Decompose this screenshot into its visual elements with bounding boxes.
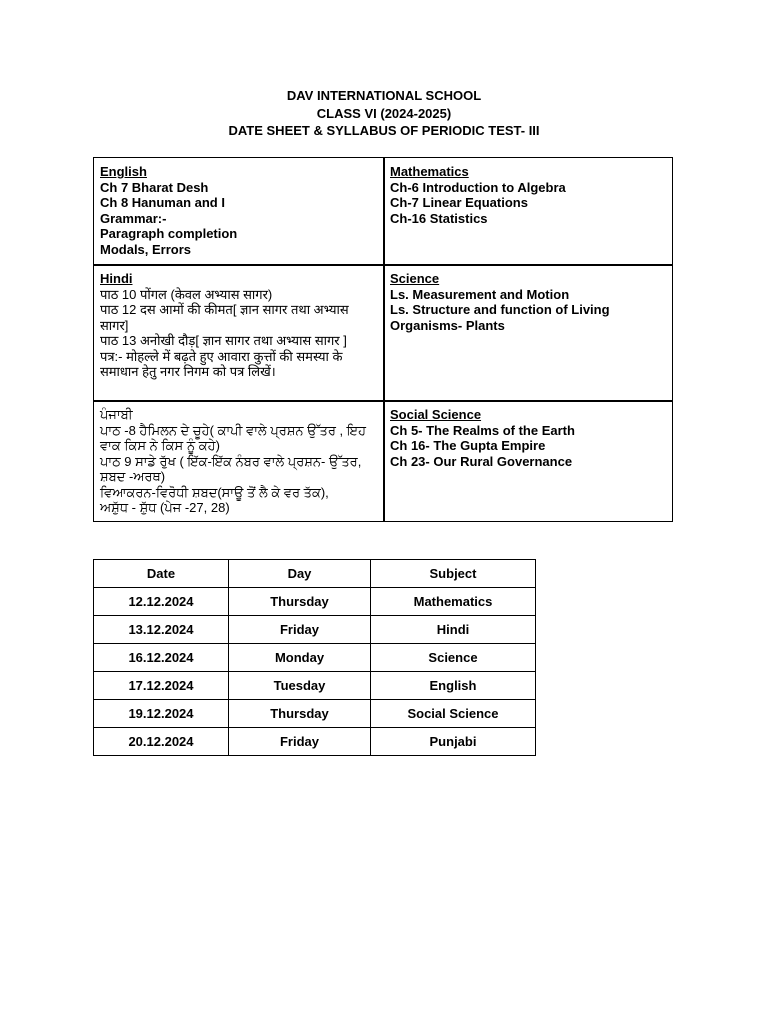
hindi-cell: [94, 265, 383, 400]
date-cell: 19.12.2024: [94, 700, 229, 728]
syllabus-line: पत्र:- मोहल्ले में बढ़ते हुए आवारा कुत्तों की समस्या के समाधान हेतु नगर निगम को पत्र लिखें।: [100, 348, 343, 379]
social-science-heading: Social Science: [390, 407, 482, 422]
syllabus-line: पाठ 12 दस आमों की कीमत[ ज्ञान सागर तथा अभ्यास सागर]: [100, 302, 349, 333]
date-cell: 17.12.2024: [94, 672, 229, 700]
syllabus-line: Ls. Measurement and Motion: [390, 286, 570, 302]
syllabus-line: Ch 5- The Realms of the Earth: [390, 422, 575, 438]
day-cell: Monday: [229, 644, 371, 672]
table-row: [94, 588, 536, 616]
subject-cell: Social Science: [371, 700, 536, 728]
syllabus-line: Ch 23- Our Rural Governance: [390, 453, 573, 469]
syllabus-line: ਪਾਠ 9 ਸਾਡੇ ਰੁੱਖ ( ਇੱਕ-ਇੱਕ ਨੰਬਰ ਵਾਲੇ ਪ੍ਰਸ਼ਨ- ਉੱਤਰ, ਸ਼ਬਦ -ਅਰਥ): [100, 453, 362, 484]
class-label: CLASS VI (2024-2025): [316, 105, 452, 121]
syllabus-line: पाठ 13 अनोखी दौड़[ ज्ञान सागर तथा अभ्यास सागर ]: [100, 333, 347, 348]
science-heading: Science: [390, 271, 440, 286]
syllabus-line: ਅਸ਼ੁੱਧ - ਸ਼ੁੱਧ (ਪੇਜ -27, 28): [100, 500, 230, 515]
date-cell: 12.12.2024: [94, 588, 229, 616]
table-row: [94, 616, 536, 644]
syllabus-line: Paragraph completion: [100, 226, 238, 241]
day-cell: Tuesday: [229, 672, 371, 700]
subject-cell: English: [371, 672, 536, 700]
english-heading: English: [100, 164, 147, 179]
mathematics-cell: [384, 158, 673, 264]
subject-cell: Science: [371, 644, 536, 672]
document-title: DATE SHEET & SYLLABUS OF PERIODIC TEST- III: [228, 123, 540, 138]
syllabus-line: Ls. Structure and function of Living Organisms- Plants: [390, 302, 610, 333]
syllabus-line: Grammar:-: [100, 210, 167, 226]
syllabus-line: Ch 7 Bharat Desh: [100, 179, 209, 195]
syllabus-line: ਵਿਆਕਰਨ-ਵਿਰੋਧੀ ਸ਼ਬਦ(ਸਾਊ ਤੋਂ ਲੈ ਕੇ ਵਰ ਤੱਕ),: [100, 484, 329, 500]
syllabus-table: [93, 157, 673, 522]
table-header-row: [94, 560, 536, 588]
syllabus-line: ਪਾਠ -8 ਹੈਮਿਲਨ ਦੇ ਚੂਹੇ( ਕਾਪੀ ਵਾਲੇ ਪ੍ਰਸ਼ਨ ਉੱਤਰ , ਇਹ ਵਾਕ ਕਿਸ ਨੇ ਕਿਸ ਨੂੰ ਕਹੇ): [100, 422, 366, 453]
syllabus-line: Modals, Errors: [100, 241, 192, 257]
hindi-heading: Hindi: [100, 271, 133, 286]
table-row: [94, 700, 536, 728]
table-row: [94, 672, 536, 700]
day-cell: Friday: [229, 728, 371, 756]
mathematics-heading: Mathematics: [390, 164, 469, 179]
subject-column-header: Subject: [371, 560, 536, 588]
syllabus-line: Ch 16- The Gupta Empire: [390, 438, 546, 453]
date-cell: 13.12.2024: [94, 616, 229, 644]
date-cell: 16.12.2024: [94, 644, 229, 672]
day-cell: Friday: [229, 616, 371, 644]
syllabus-line: Ch-16 Statistics: [390, 210, 488, 226]
date-column-header: Date: [94, 560, 229, 588]
table-row: [94, 728, 536, 756]
syllabus-line: Ch 8 Hanuman and I: [100, 195, 225, 210]
day-cell: Thursday: [229, 588, 371, 616]
day-cell: Thursday: [229, 700, 371, 728]
english-cell: [94, 158, 383, 264]
syllabus-line: Ch-6 Introduction to Algebra: [390, 179, 566, 195]
subject-cell: Punjabi: [371, 728, 536, 756]
day-column-header: Day: [229, 560, 371, 588]
date-cell: 20.12.2024: [94, 728, 229, 756]
science-cell: [384, 265, 673, 400]
subject-cell: Hindi: [371, 616, 536, 644]
punjabi-cell: [94, 401, 383, 522]
document-header: [0, 87, 768, 140]
syllabus-line: Ch-7 Linear Equations: [390, 195, 528, 210]
subject-cell: Mathematics: [371, 588, 536, 616]
syllabus-line: पाठ 10 पोंगल (केवल अभ्यास सागर): [100, 286, 273, 302]
punjabi-heading: ਪੰਜਾਬੀ: [100, 407, 133, 422]
date-sheet-table: [93, 559, 536, 756]
table-row: [94, 644, 536, 672]
school-name: DAV INTERNATIONAL SCHOOL: [286, 88, 482, 103]
social-science-cell: [384, 401, 673, 522]
